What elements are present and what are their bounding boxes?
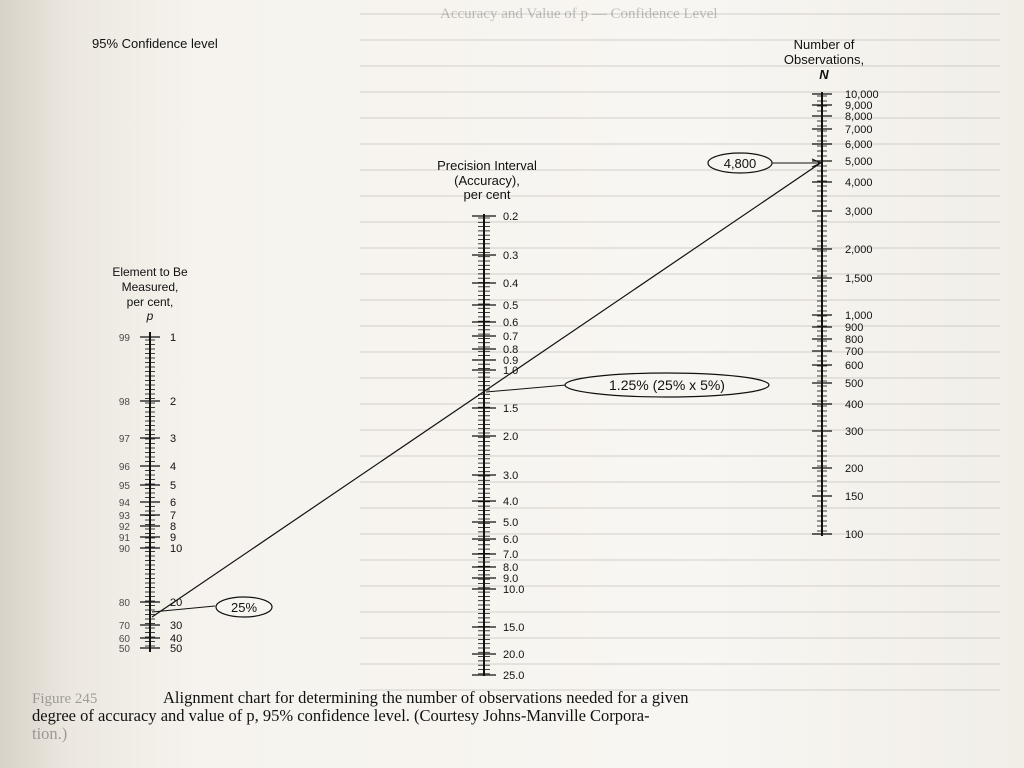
p-scale-title xyxy=(112,265,188,323)
p-left-label: 90 xyxy=(118,544,130,555)
p-left-label: 95 xyxy=(118,481,130,492)
caption-line-1: Alignment chart for determining the number of observations needed for a given xyxy=(163,688,689,707)
p-left-label: 91 xyxy=(118,533,130,544)
p-right-label: 5 xyxy=(170,480,177,492)
n-label: 9,000 xyxy=(845,100,873,112)
n-label: 200 xyxy=(845,463,864,475)
prec-label: 8.0 xyxy=(503,562,519,574)
n-scale-title xyxy=(784,37,864,82)
n-title-line-2: Observations, xyxy=(783,52,865,67)
prec-label: 5.0 xyxy=(503,517,519,529)
n-label: 100 xyxy=(845,529,864,541)
n-label: 1,500 xyxy=(845,273,873,285)
p-right-label: 10 xyxy=(170,543,183,555)
n-label: 6,000 xyxy=(845,139,873,151)
p-left-label: 80 xyxy=(118,598,130,609)
n-tick xyxy=(812,322,863,334)
p-left-label: 98 xyxy=(118,397,130,408)
p-left-label: 99 xyxy=(118,333,130,344)
prec-tick xyxy=(472,331,518,343)
prec-tick xyxy=(472,649,524,661)
p-left-label: 97 xyxy=(118,434,130,445)
prec-tick xyxy=(472,549,518,561)
p-left-label: 96 xyxy=(118,462,130,473)
prec-label: 10.0 xyxy=(503,584,525,596)
prec-label: 2.0 xyxy=(503,431,519,443)
p-right-label: 1 xyxy=(170,332,177,344)
p-left-label: 92 xyxy=(118,522,130,533)
prec-label: 20.0 xyxy=(503,649,525,661)
precision-callout-text: 1.25% (25% x 5%) xyxy=(609,377,725,393)
prec-label: 3.0 xyxy=(503,470,519,482)
n-label: 800 xyxy=(845,334,864,346)
p-right-label: 3 xyxy=(170,433,177,445)
prec-tick xyxy=(472,300,518,312)
confidence-level-label: 95% Confidence level xyxy=(92,36,218,51)
p-right-label: 40 xyxy=(170,633,183,645)
p-right-label: 30 xyxy=(170,620,183,632)
precision-title-line-2: (Accuracy), xyxy=(454,173,520,188)
p-tick-5 xyxy=(119,480,176,492)
p-title-line-3: per cent, xyxy=(126,295,174,309)
p-right-label: 50 xyxy=(170,643,183,655)
p-tick-2 xyxy=(119,396,176,408)
n-label: 300 xyxy=(845,426,864,438)
n-label: 400 xyxy=(845,399,864,411)
prec-label: 6.0 xyxy=(503,534,519,546)
caption-line-2: degree of accuracy and value of p, 95% confidence level. (Courtesy Johns-Manville Corpora- xyxy=(32,706,650,725)
n-label: 1,000 xyxy=(845,310,873,322)
p-left-label: 93 xyxy=(118,511,130,522)
n-label: 7,000 xyxy=(845,124,873,136)
p-callout-text: 25% xyxy=(230,600,258,615)
prec-tick xyxy=(472,317,518,329)
figure-caption xyxy=(32,688,689,743)
precision-scale-labels xyxy=(472,211,524,682)
p-right-label: 7 xyxy=(170,510,177,522)
precision-title-line-3: per cent xyxy=(463,187,511,202)
p-tick-4 xyxy=(119,461,176,473)
prec-label: 0.3 xyxy=(503,250,519,262)
n-tick xyxy=(812,463,863,475)
prec-label: 0.9 xyxy=(503,355,519,367)
p-right-label: 2 xyxy=(170,396,177,408)
prec-tick xyxy=(472,670,524,682)
prec-tick xyxy=(472,365,518,377)
p-left-label: 94 xyxy=(118,498,130,509)
precision-scale-title xyxy=(437,158,537,202)
n-label: 3,000 xyxy=(845,206,873,218)
prec-label: 7.0 xyxy=(503,549,519,561)
prec-label: 0.5 xyxy=(503,300,519,312)
prec-tick xyxy=(472,584,524,596)
p-left-label: 70 xyxy=(118,621,130,632)
prec-label: 1.0 xyxy=(503,365,519,377)
prec-label: 25.0 xyxy=(503,670,525,682)
n-callout-text: 4,800 xyxy=(723,156,757,171)
p-right-label: 20 xyxy=(170,597,183,609)
n-tick xyxy=(812,378,863,390)
n-title-symbol: N xyxy=(819,67,829,82)
prec-label: 0.2 xyxy=(503,211,519,223)
prec-label: 4.0 xyxy=(503,496,519,508)
n-label: 600 xyxy=(845,360,864,372)
n-label: 150 xyxy=(845,491,864,503)
prec-label: 0.8 xyxy=(503,344,519,356)
prec-tick xyxy=(472,250,518,262)
p-right-label: 4 xyxy=(170,461,177,473)
prec-label: 0.4 xyxy=(503,278,519,290)
precision-callout xyxy=(486,373,769,397)
n-callout xyxy=(708,153,821,173)
n-label: 2,000 xyxy=(845,244,873,256)
n-label: 8,000 xyxy=(845,111,873,123)
caption-line-3: tion.) xyxy=(32,724,68,743)
n-label: 900 xyxy=(845,322,864,334)
prec-label: 15.0 xyxy=(503,622,525,634)
caption-figure-label: Figure 245 xyxy=(32,691,98,707)
prec-label: 0.7 xyxy=(503,331,519,343)
prec-tick xyxy=(472,403,518,415)
n-title-line-1: Number of xyxy=(793,37,855,52)
n-label: 5,000 xyxy=(845,156,873,168)
prec-tick xyxy=(472,622,524,634)
p-tick-8 xyxy=(119,521,176,533)
precision-title-line-1: Precision Interval xyxy=(437,158,537,173)
faded-header: Accuracy and Value of p — Confidence Level xyxy=(440,6,718,22)
prec-label: 9.0 xyxy=(503,573,519,585)
p-right-label: 6 xyxy=(170,497,177,509)
p-title-line-1: Element to Be xyxy=(112,265,188,279)
p-tick-6 xyxy=(119,497,176,509)
p-title-line-2: Measured, xyxy=(121,280,179,294)
prec-label: 1.5 xyxy=(503,403,519,415)
p-left-label: 60 xyxy=(118,634,130,645)
p-tick-1 xyxy=(119,332,176,344)
prec-tick xyxy=(472,211,518,223)
prec-tick xyxy=(472,278,518,290)
n-label: 700 xyxy=(845,346,864,358)
n-label: 4,000 xyxy=(845,177,873,189)
p-title-symbol: p xyxy=(146,309,154,323)
p-right-label: 9 xyxy=(170,532,177,544)
p-right-label: 8 xyxy=(170,521,177,533)
prec-label: 0.6 xyxy=(503,317,519,329)
n-label: 500 xyxy=(845,378,864,390)
p-left-label: 50 xyxy=(118,644,130,655)
n-label: 10,000 xyxy=(845,89,879,101)
